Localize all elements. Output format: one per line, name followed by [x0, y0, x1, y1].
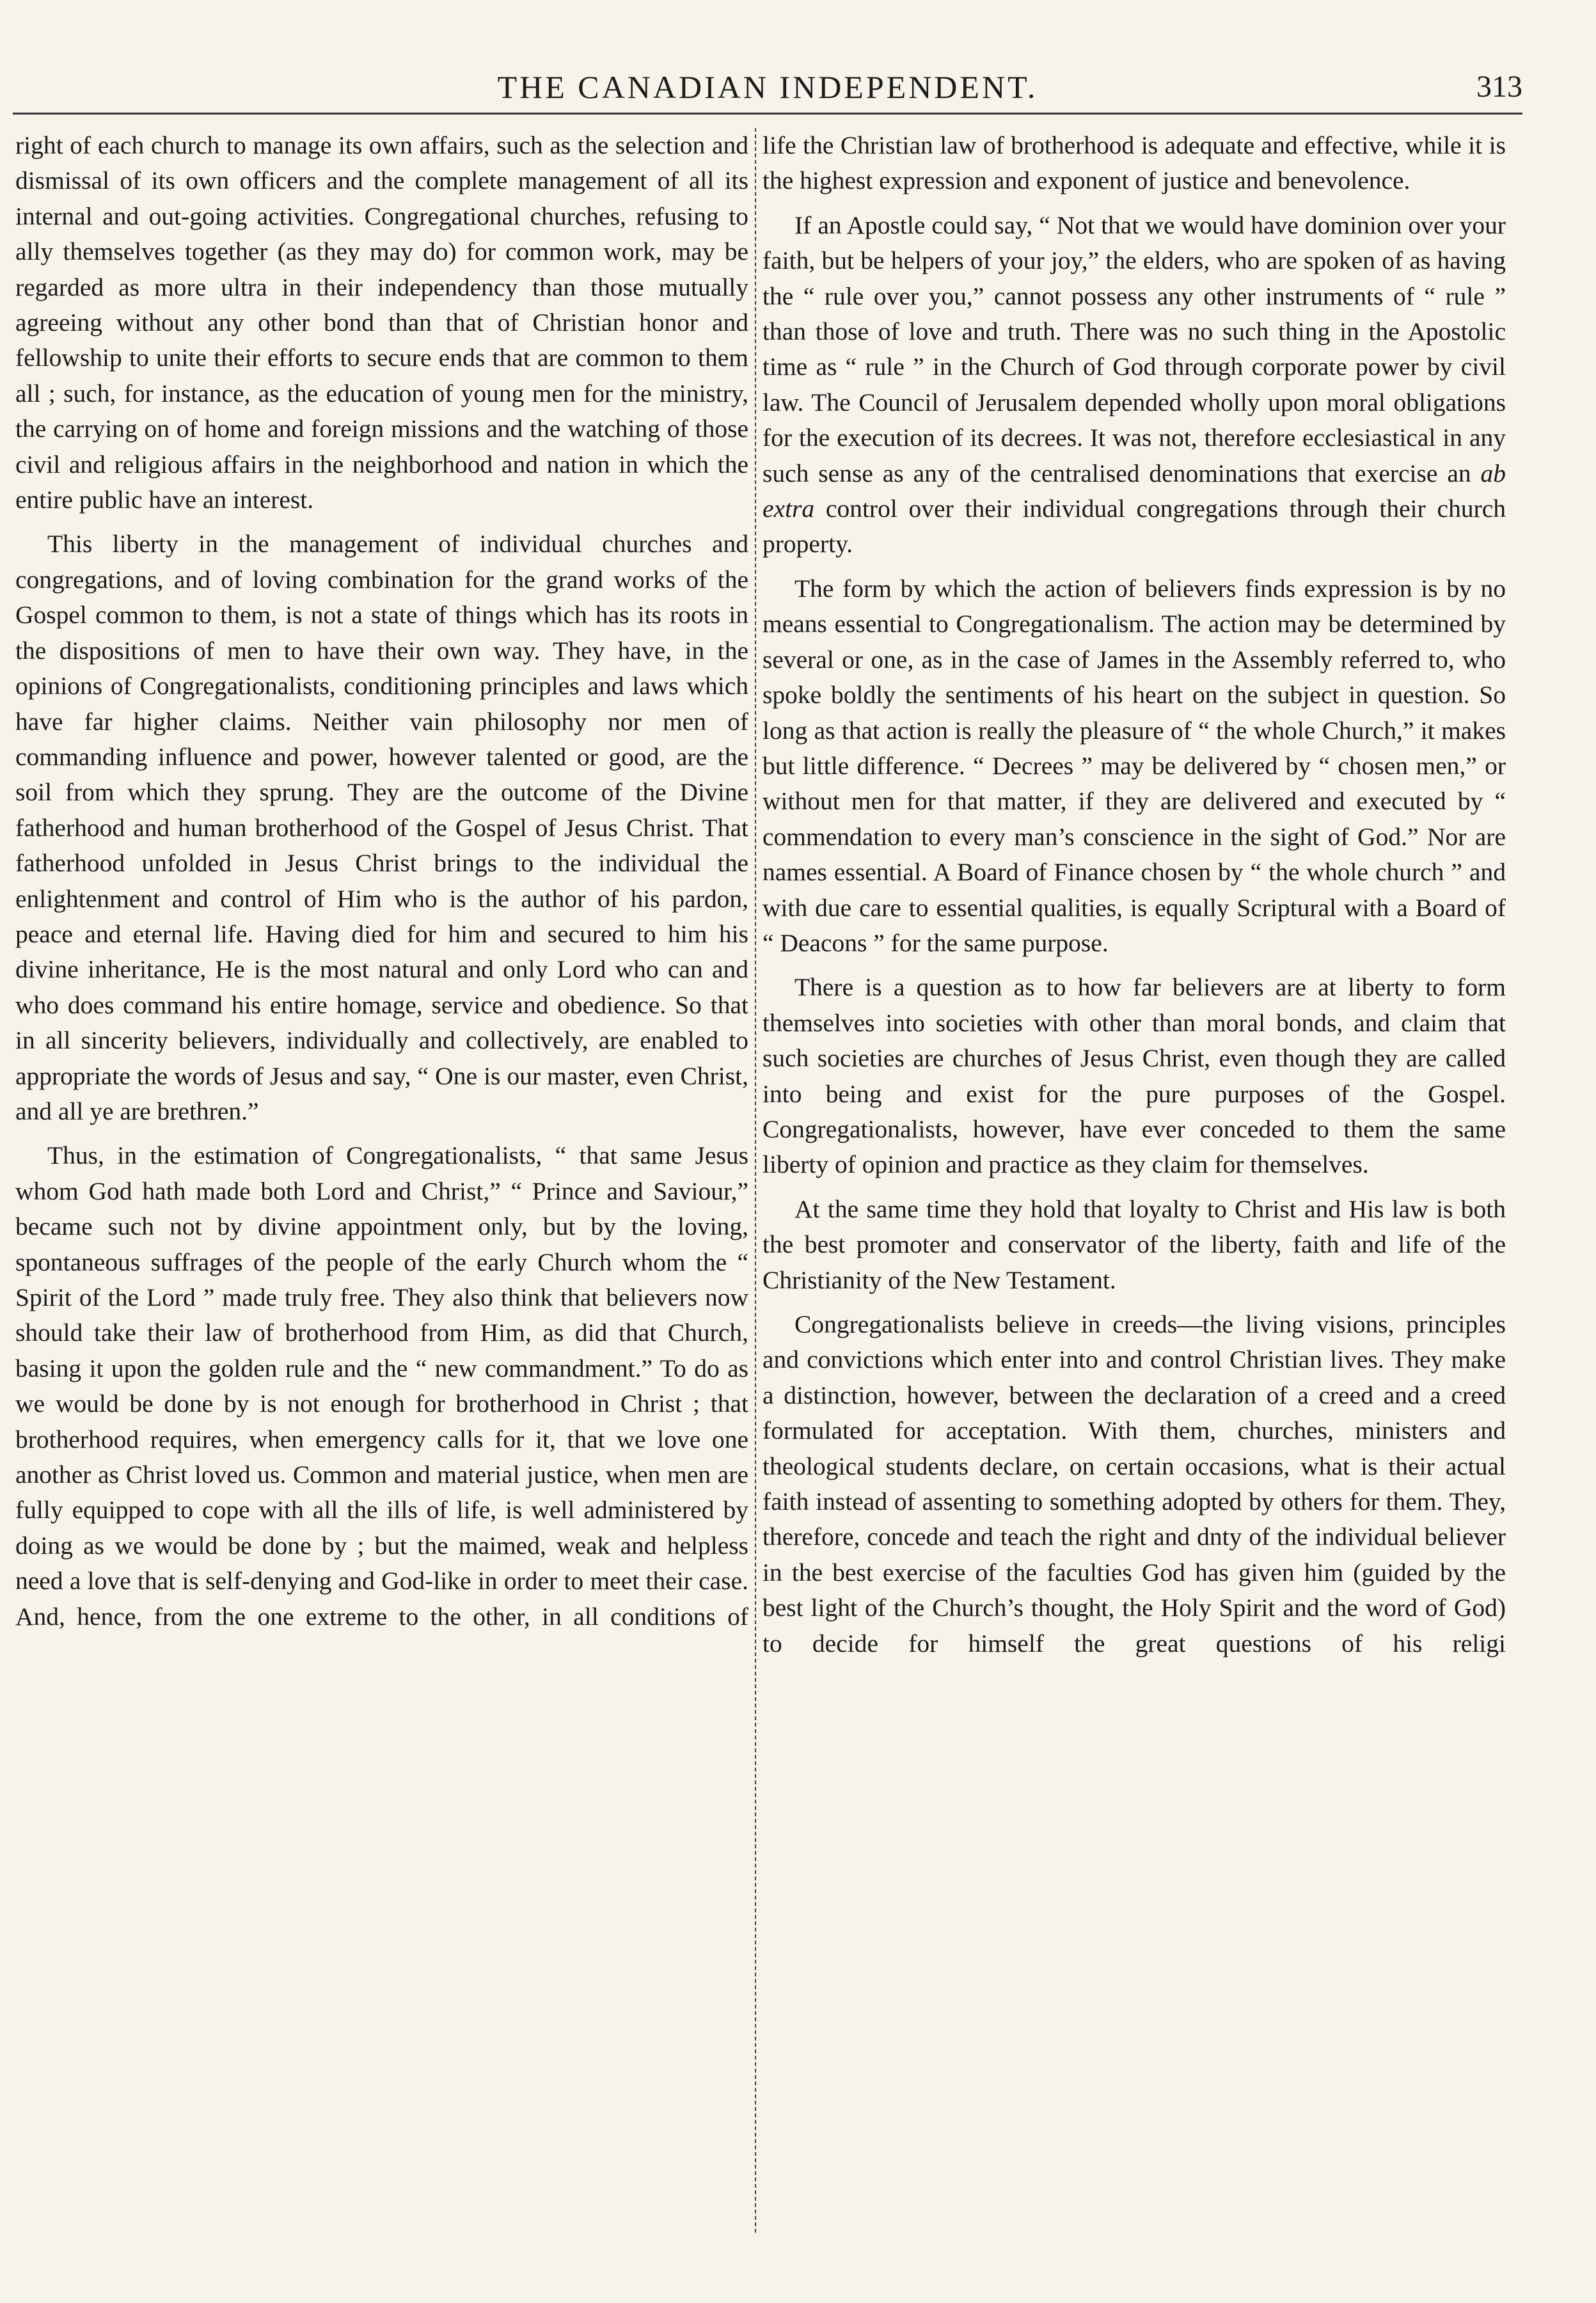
italic-phrase: ab extra: [762, 459, 1506, 523]
column-divider: [755, 128, 756, 2233]
paragraph: right of each church to manage its own affairs, such as the selection and dismissal of its own officers and the complete management of all its internal and out-going activities. Congregational churches, refusing to ally themselves together (as they may do) for common work, may be regarded as more ultra in their independency than those mutually agreeing without any other bond than that of Christian honor and fellowship to unite their efforts to secure ends that are common to them all ; such, for instance, as the education of young men for the ministry, the carrying on of home and foreign missions and the watching of those civil and religious affairs in the neighborhood and nation in which the entire public have an interest.: [15, 131, 748, 514]
header-rule: [13, 113, 1522, 115]
running-title: THE CANADIAN INDEPENDENT.: [497, 69, 1038, 105]
paragraph: The form by which the action of believers finds expression is by no means essential to Congregationalism. The action may be determined by several or one, as in the case of James in the Assembly referred to, who spoke boldly the sentiments of his heart on the subject in question. So long as that action is really the pleasure of “ the whole Church,” it makes but little difference. “ Decrees ” may be delivered by “ chosen men,” or without men for that matter, if they are delivered and executed by “ commendation to every man’s conscience in the sight of God.” Nor are names essential. A Board of Finance chosen by “ the whole church ” and with due care to essential qualities, is equally Scriptural with a Board of “ Deacons ” for the same purpose.: [762, 574, 1506, 957]
paragraph: There is a question as to how far believers are at liberty to form themselves into societies with other than moral bonds, and claim that such societies are churches of Jesus Christ, even though they are called into being and exist for the pure purposes of the Gospel. Congregationalists, however, have ever conceded to them the same liberty of opinion and practice as they claim for themselves.: [762, 973, 1506, 1179]
right-column: [762, 128, 1506, 2226]
paragraph-text: If an Apostle could say, “ Not that we would have dominion over your faith, but be helpers of your joy,” the elders, who are spoken of as having the “ rule over you,” cannot possess any other instruments of “ rule ” than those of love and truth. There was no such thing in the Apostolic time as “ rule ” in the Church of God through corporate power by civil law. The Council of Jerusalem depended wholly upon moral obligations for the execution of its decrees. It was not, therefore ecclesiastical in any such sense as any of the centralised denominations that exercise an: [762, 210, 1506, 487]
paragraph: Congregationalists believe in creeds—the living visions, principles and convictions which enter into and control Christian lives. They make a distinction, however, between the declaration of a creed and a creed formulated for acceptation. With them, churches, ministers and theological students declare, on certain occasions, what is their actual faith instead of assenting to something adopted by others for them. They, therefore, concede and teach the right and dnty of the individual believer in the best exercise of the faculties God has given him (guided by the best light of the Church’s thought, the Holy Spirit and the word of God) to decide for himself the great questions of his religi: [762, 1310, 1506, 1658]
paragraph: Thus, in the estimation of Congregationalists, “ that same Jesus whom God hath made both Lord and Christ,” “ Prince and Saviour,” became such not by divine appointment only, but by the loving, spontaneous suffrages of the people of the early Church whom the “ Spirit of the Lord ” made truly free. They also think that believers now should take their law of brotherhood from Him, as did that Church, basing it upon the golden rule and the “ new commandment.” To do as we would be done by is not enough for brotherhood in Christ ; that brotherhood requires, when emergency calls for it, that we love one another as Christ loved us. Common and material justice, when men are fully equipped to cope with all the ills of life, is well administered by doing as we would be done by ; but the maimed, weak and helpless need a love that is self-denying and God-like in order to meet their case. And, hence, from the one extreme to the other, in all conditions of: [15, 1141, 748, 1631]
paragraph: At the same time they hold that loyalty to Christ and His law is both the best promoter and conservator of the liberty, faith and life of the Christianity of the New Testament.: [762, 1194, 1506, 1294]
page-number: 313: [1476, 70, 1522, 104]
paragraph-text: control over their individual congregations through their church property.: [762, 495, 1506, 558]
paragraph: This liberty in the management of individual churches and congregations, and of loving combination for the grand works of the Gospel common to them, is not a state of things which has its roots in the dispositions of men to have their own way. They have, in the opinions of Congregationalists, conditioning principles and laws which have far higher claims. Neither vain philosophy nor men of commanding influence and power, however talented or good, are the soil from which they sprung. They are the outcome of the Divine fatherhood and human brotherhood of the Gospel of Jesus Christ. That fatherhood unfolded in Jesus Christ brings to the individual the enlightenment and control of Him who is the author of his pardon, peace and eternal life. Having died for him and secured to him his divine inheritance, He is the most natural and only Lord who can and who does command his entire homage, service and obedience. So that in all sincerity believers, individually and collectively, are enabled to appropriate the words of Jesus and say, “ One is our master, even Christ, and all ye are brethren.”: [15, 530, 748, 1125]
paragraph: life the Christian law of brotherhood is adequate and effective, while it is the highest expression and exponent of justice and benevolence.: [762, 131, 1506, 195]
page-header: [13, 61, 1522, 113]
left-column: [15, 128, 748, 2226]
paragraph: [762, 208, 1506, 562]
